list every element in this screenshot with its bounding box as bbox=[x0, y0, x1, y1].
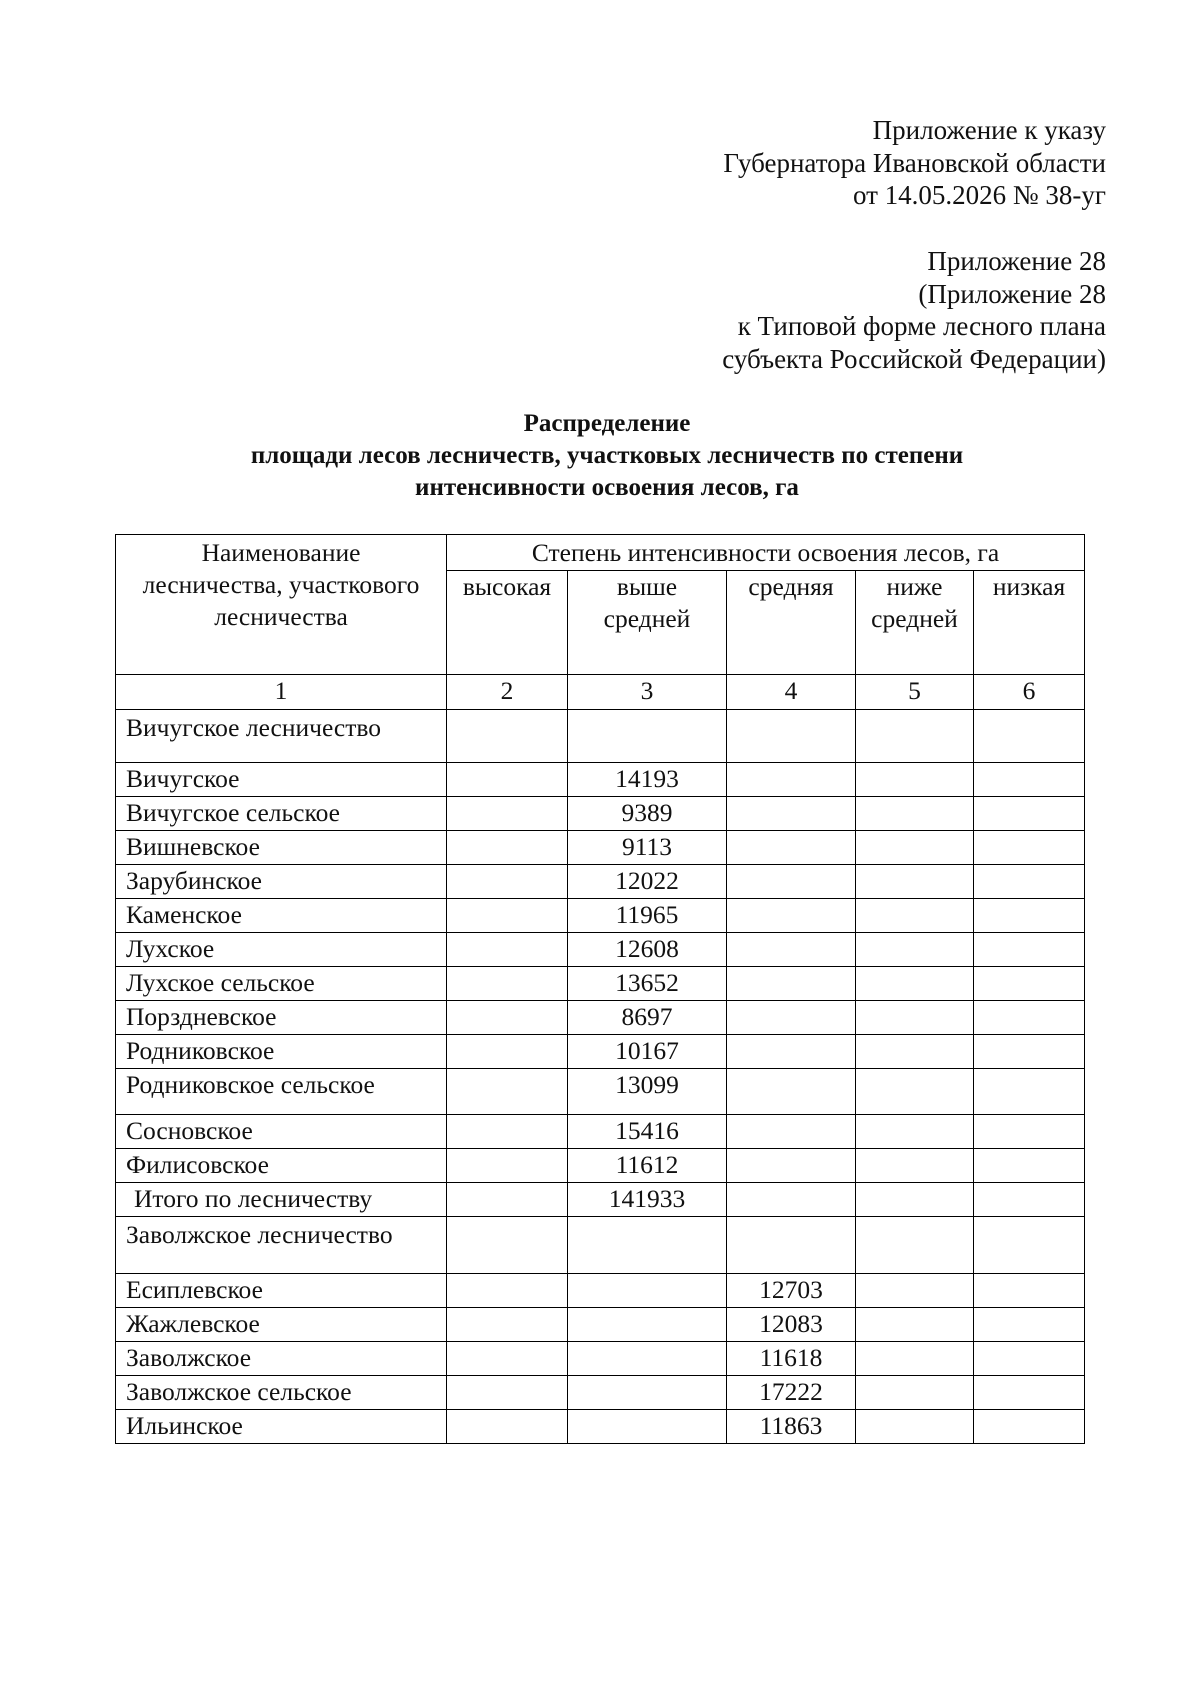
value-cell-c5 bbox=[856, 899, 974, 933]
value-cell-c2 bbox=[447, 865, 568, 899]
title-line: интенсивности освоения лесов, га bbox=[415, 474, 799, 501]
forestry-name-cell: Сосновское bbox=[116, 1115, 447, 1149]
table-row bbox=[116, 865, 1085, 899]
value-cell-c6 bbox=[974, 1115, 1085, 1149]
value-cell-c4 bbox=[727, 967, 856, 1001]
value-cell-c2 bbox=[447, 967, 568, 1001]
table-row bbox=[116, 1274, 1085, 1308]
header-name-cell bbox=[116, 535, 447, 675]
header-col-text: высокая bbox=[462, 572, 552, 601]
column-number-row bbox=[116, 675, 1085, 710]
value-cell-c6 bbox=[974, 1308, 1085, 1342]
value-cell-c6 bbox=[974, 1001, 1085, 1035]
value-cell-c2 bbox=[447, 1274, 568, 1308]
table-row bbox=[116, 797, 1085, 831]
order-attachment-line: от 14.05.2026 № 38-уг bbox=[852, 180, 1106, 210]
header-col-high bbox=[447, 571, 568, 675]
value-cell-c4 bbox=[727, 1217, 856, 1274]
table-row bbox=[116, 1035, 1085, 1069]
value-cell-c5 bbox=[856, 1001, 974, 1035]
column-number: 1 bbox=[116, 675, 447, 710]
forestry-name-cell: Родниковское bbox=[116, 1035, 447, 1069]
value-cell-c6 bbox=[974, 1376, 1085, 1410]
forestry-name-cell: Итого по лесничеству bbox=[116, 1183, 447, 1217]
value-cell-c2 bbox=[447, 1115, 568, 1149]
value-cell-c2 bbox=[447, 1376, 568, 1410]
value-cell-c3: 12022 bbox=[568, 865, 727, 899]
forestry-name-cell: Лухское сельское bbox=[116, 967, 447, 1001]
value-cell-c4 bbox=[727, 1001, 856, 1035]
header-col-text: средняя bbox=[748, 572, 834, 601]
value-cell-c5 bbox=[856, 1274, 974, 1308]
value-cell-c6 bbox=[974, 1217, 1085, 1274]
value-cell-c5 bbox=[856, 1183, 974, 1217]
value-cell-c2 bbox=[447, 797, 568, 831]
value-cell-c2 bbox=[447, 1069, 568, 1115]
forestry-name-cell: Каменское bbox=[116, 899, 447, 933]
form-attachment-line: к Типовой форме лесного плана bbox=[737, 311, 1106, 341]
value-cell-c6 bbox=[974, 831, 1085, 865]
forestry-name-cell: Порздневское bbox=[116, 1001, 447, 1035]
value-cell-c6 bbox=[974, 1342, 1085, 1376]
forestry-name-cell: Лухское bbox=[116, 933, 447, 967]
value-cell-c3: 15416 bbox=[568, 1115, 727, 1149]
value-cell-c6 bbox=[974, 763, 1085, 797]
table-row bbox=[116, 1001, 1085, 1035]
title-line: площади лесов лесничеств, участковых лесничеств по степени bbox=[250, 442, 964, 469]
document-title bbox=[0, 408, 1200, 504]
form-attachment-line: субъекта Российской Федерации) bbox=[722, 343, 1106, 374]
value-cell-c5 bbox=[856, 1342, 974, 1376]
value-cell-c6 bbox=[974, 933, 1085, 967]
header-col-low bbox=[974, 571, 1085, 675]
table-row bbox=[116, 1376, 1085, 1410]
value-cell-c5 bbox=[856, 1376, 974, 1410]
value-cell-c5 bbox=[856, 967, 974, 1001]
value-cell-c4 bbox=[727, 1035, 856, 1069]
value-cell-c6 bbox=[974, 1410, 1085, 1444]
value-cell-c5 bbox=[856, 1410, 974, 1444]
header-col-text: средней bbox=[871, 604, 958, 633]
value-cell-c4 bbox=[727, 710, 856, 763]
value-cell-c6 bbox=[974, 967, 1085, 1001]
header-col-text: средней bbox=[603, 604, 691, 633]
table-row bbox=[116, 967, 1085, 1001]
value-cell-c6 bbox=[974, 710, 1085, 763]
value-cell-c4: 17222 bbox=[727, 1376, 856, 1410]
value-cell-c3: 11612 bbox=[568, 1149, 727, 1183]
value-cell-c4 bbox=[727, 1115, 856, 1149]
table-row bbox=[116, 1069, 1085, 1115]
table-row bbox=[116, 1308, 1085, 1342]
table-row bbox=[116, 899, 1085, 933]
value-cell-c3 bbox=[568, 1410, 727, 1444]
column-number: 3 bbox=[568, 675, 727, 710]
forestry-name-cell: Вичугское сельское bbox=[116, 797, 447, 831]
value-cell-c5 bbox=[856, 1149, 974, 1183]
table-row bbox=[116, 1342, 1085, 1376]
form-attachment-line: (Приложение 28 bbox=[918, 278, 1106, 309]
forestry-name-cell: Родниковское сельское bbox=[116, 1069, 447, 1115]
value-cell-c4 bbox=[727, 763, 856, 797]
table-row bbox=[116, 1115, 1085, 1149]
value-cell-c6 bbox=[974, 1035, 1085, 1069]
forestry-name-cell: Ильинское bbox=[116, 1410, 447, 1444]
value-cell-c4 bbox=[727, 1069, 856, 1115]
value-cell-c3: 12608 bbox=[568, 933, 727, 967]
header-col-below-average bbox=[856, 571, 974, 675]
value-cell-c6 bbox=[974, 797, 1085, 831]
value-cell-c2 bbox=[447, 1035, 568, 1069]
value-cell-c4: 12703 bbox=[727, 1274, 856, 1308]
value-cell-c5 bbox=[856, 1115, 974, 1149]
header-col-text: низкая bbox=[992, 572, 1066, 601]
forestry-name-cell: Есиплевское bbox=[116, 1274, 447, 1308]
value-cell-c3 bbox=[568, 1274, 727, 1308]
forestry-name-cell: Вичугское bbox=[116, 763, 447, 797]
forestry-name-cell: Филисовское bbox=[116, 1149, 447, 1183]
table-row bbox=[116, 1149, 1085, 1183]
value-cell-c3: 13099 bbox=[568, 1069, 727, 1115]
column-number: 6 bbox=[974, 675, 1085, 710]
value-cell-c3 bbox=[568, 1342, 727, 1376]
table-row bbox=[116, 1410, 1085, 1444]
value-cell-c3 bbox=[568, 1217, 727, 1274]
header-row bbox=[116, 535, 1085, 571]
value-cell-c2 bbox=[447, 933, 568, 967]
value-cell-c5 bbox=[856, 1035, 974, 1069]
value-cell-c6 bbox=[974, 1069, 1085, 1115]
value-cell-c5 bbox=[856, 797, 974, 831]
header-name-line: лесничества bbox=[214, 602, 348, 631]
value-cell-c5 bbox=[856, 831, 974, 865]
value-cell-c2 bbox=[447, 1217, 568, 1274]
order-attachment-block bbox=[723, 114, 1106, 212]
value-cell-c5 bbox=[856, 1217, 974, 1274]
value-cell-c5 bbox=[856, 1069, 974, 1115]
value-cell-c5 bbox=[856, 763, 974, 797]
header-col-text: выше bbox=[616, 572, 678, 601]
value-cell-c4 bbox=[727, 1183, 856, 1217]
header-col-above-average bbox=[568, 571, 727, 675]
value-cell-c3: 141933 bbox=[568, 1183, 727, 1217]
table-row bbox=[116, 710, 1085, 763]
value-cell-c2 bbox=[447, 1410, 568, 1444]
value-cell-c5 bbox=[856, 1308, 974, 1342]
header-name-line: лесничества, участкового bbox=[142, 570, 420, 599]
forestry-name-cell: Вичугское лесничество bbox=[116, 710, 447, 763]
forest-intensity-table bbox=[115, 534, 1085, 1444]
value-cell-c2 bbox=[447, 763, 568, 797]
value-cell-c3: 10167 bbox=[568, 1035, 727, 1069]
table-row bbox=[116, 1217, 1085, 1274]
order-attachment-line: Губернатора Ивановской области bbox=[723, 147, 1106, 178]
table-row bbox=[116, 763, 1085, 797]
value-cell-c2 bbox=[447, 1149, 568, 1183]
value-cell-c2 bbox=[447, 1001, 568, 1035]
value-cell-c5 bbox=[856, 933, 974, 967]
value-cell-c3: 11965 bbox=[568, 899, 727, 933]
value-cell-c4 bbox=[727, 865, 856, 899]
value-cell-c2 bbox=[447, 1308, 568, 1342]
value-cell-c3 bbox=[568, 710, 727, 763]
forestry-name-cell: Заволжское bbox=[116, 1342, 447, 1376]
value-cell-c4 bbox=[727, 899, 856, 933]
value-cell-c6 bbox=[974, 1183, 1085, 1217]
value-cell-c4: 11863 bbox=[727, 1410, 856, 1444]
form-attachment-line: Приложение 28 bbox=[927, 246, 1106, 276]
value-cell-c4: 11618 bbox=[727, 1342, 856, 1376]
value-cell-c6 bbox=[974, 899, 1085, 933]
value-cell-c2 bbox=[447, 1183, 568, 1217]
value-cell-c3: 8697 bbox=[568, 1001, 727, 1035]
forestry-name-cell: Жажлевское bbox=[116, 1308, 447, 1342]
value-cell-c4 bbox=[727, 933, 856, 967]
header-group-cell: Степень интенсивности освоения лесов, га bbox=[447, 535, 1085, 571]
value-cell-c3 bbox=[568, 1376, 727, 1410]
value-cell-c3: 9389 bbox=[568, 797, 727, 831]
value-cell-c6 bbox=[974, 1149, 1085, 1183]
value-cell-c5 bbox=[856, 865, 974, 899]
value-cell-c4: 12083 bbox=[727, 1308, 856, 1342]
title-line: Распределение bbox=[523, 410, 691, 437]
value-cell-c2 bbox=[447, 710, 568, 763]
forestry-name-cell: Зарубинское bbox=[116, 865, 447, 899]
value-cell-c4 bbox=[727, 797, 856, 831]
column-number: 5 bbox=[856, 675, 974, 710]
table-row bbox=[116, 1183, 1085, 1217]
value-cell-c5 bbox=[856, 710, 974, 763]
value-cell-c6 bbox=[974, 1274, 1085, 1308]
value-cell-c2 bbox=[447, 899, 568, 933]
value-cell-c2 bbox=[447, 831, 568, 865]
forestry-name-cell: Заволжское сельское bbox=[116, 1376, 447, 1410]
value-cell-c3 bbox=[568, 1308, 727, 1342]
table-body bbox=[116, 710, 1085, 1444]
order-attachment-line: Приложение к указу bbox=[872, 115, 1106, 145]
value-cell-c3: 14193 bbox=[568, 763, 727, 797]
value-cell-c2 bbox=[447, 1342, 568, 1376]
forestry-name-cell: Заволжское лесничество bbox=[116, 1217, 447, 1274]
header-name-line: Наименование bbox=[201, 538, 361, 567]
header-col-average bbox=[727, 571, 856, 675]
column-number: 4 bbox=[727, 675, 856, 710]
value-cell-c4 bbox=[727, 831, 856, 865]
column-number: 2 bbox=[447, 675, 568, 710]
header-col-text: ниже bbox=[886, 572, 943, 601]
table-row bbox=[116, 933, 1085, 967]
form-attachment-block bbox=[722, 245, 1106, 375]
table-row bbox=[116, 831, 1085, 865]
value-cell-c3: 13652 bbox=[568, 967, 727, 1001]
value-cell-c4 bbox=[727, 1149, 856, 1183]
forestry-name-cell: Вишневское bbox=[116, 831, 447, 865]
value-cell-c3: 9113 bbox=[568, 831, 727, 865]
value-cell-c6 bbox=[974, 865, 1085, 899]
